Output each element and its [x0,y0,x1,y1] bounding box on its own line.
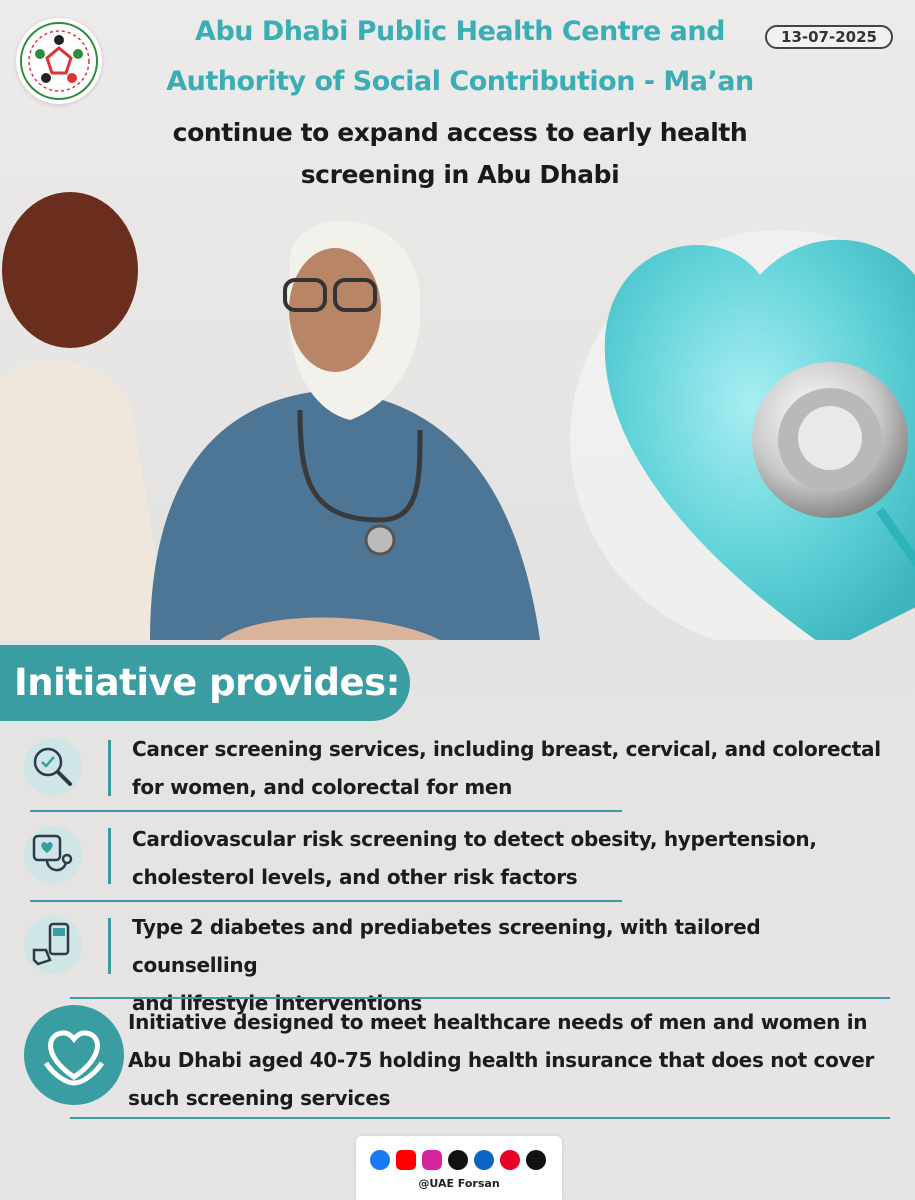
eligibility-note [128,1003,898,1117]
item-separator [30,900,622,902]
note-line-2: Abu Dhabi aged 40-75 holding health insurance that does not cover [128,1048,875,1072]
threads-icon[interactable] [526,1150,546,1170]
note-line-1: Initiative designed to meet healthcare needs of men and women in [128,1010,868,1034]
title-line-2: Authority of Social Contribution - Ma’an [166,66,754,97]
item-1-line-1: Cancer screening services, including breast, cervical, and colorectal [132,737,881,761]
x-icon[interactable] [448,1150,468,1170]
item-3-line-1: Type 2 diabetes and prediabetes screening, with tailored counselling [132,915,761,977]
item-2-text [132,820,892,896]
youtube-icon[interactable] [396,1150,416,1170]
subtitle-line-1: continue to expand access to early health [172,118,748,147]
linkedin-icon[interactable] [474,1150,494,1170]
item-1-line-2: for women, and colorectal for men [132,775,513,799]
subtitle-line-2: screening in Abu Dhabi [300,160,620,189]
patient-head [2,192,138,348]
item-divider-bar [108,740,111,796]
stethoscope-heart-icon [24,826,82,884]
title-line-1: Abu Dhabi Public Health Centre and [195,16,725,47]
date-badge: 13-07-2025 [765,25,893,49]
item-divider-bar [108,918,111,974]
doctor-patient-illustration [0,180,915,640]
facebook-icon[interactable] [370,1150,390,1170]
heart-hands-icon [24,1005,124,1105]
social-handle: @UAE Forsan [418,1177,500,1190]
pinterest-icon[interactable] [500,1150,520,1170]
organization-logo [16,18,102,104]
cancer-screening-icon [24,738,82,796]
item-1-text [132,730,892,806]
note-line-3: such screening services [128,1086,391,1110]
item-divider-bar [108,828,111,884]
initiative-banner: Initiative provides: [0,645,410,721]
item-3-line-2: and lifestyle interventions [132,991,422,1015]
item-2-line-1: Cardiovascular risk screening to detect obesity, hypertension, [132,827,817,851]
patient-body [0,361,170,640]
glucose-meter-icon [24,916,82,974]
item-separator [30,810,622,812]
item-2-line-2: cholesterol levels, and other risk factors [132,865,578,889]
social-footer [356,1136,562,1200]
instagram-icon[interactable] [422,1150,442,1170]
